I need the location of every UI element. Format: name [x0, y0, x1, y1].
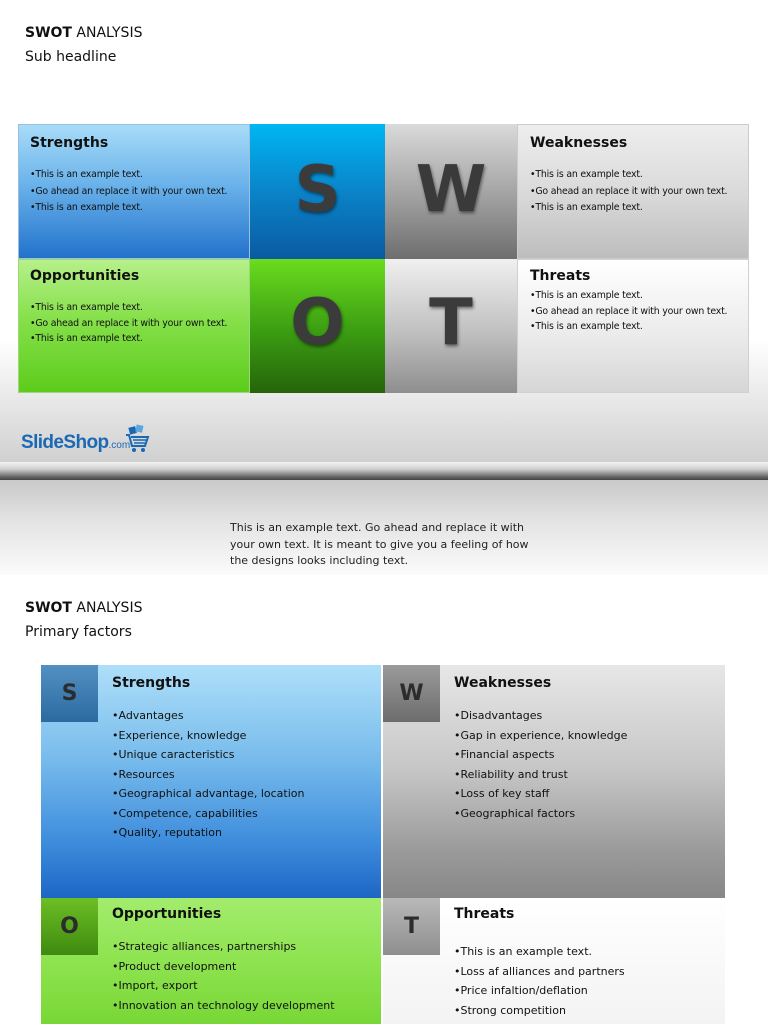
opportunities-panel	[41, 898, 383, 1024]
list-item: •Competence, capabilities	[112, 806, 258, 820]
logo-wordmark: SlideShop	[21, 432, 109, 453]
list-item: •Loss af alliances and partners	[454, 964, 625, 978]
list-item: •Go ahead an replace it with your own text.	[530, 305, 728, 317]
list-item: •Product development	[112, 959, 237, 973]
strengths-list	[112, 706, 305, 843]
swot-grid	[18, 124, 749, 393]
list-item: •Loss of key staff	[454, 787, 550, 800]
list-item: •Strategic alliances, partnerships	[112, 940, 297, 953]
list-item: •This is an example text.	[30, 302, 143, 313]
list-item: •This is an example text.	[30, 202, 143, 214]
list-item: •This is an example text.	[454, 945, 593, 958]
shopping-cart-icon	[124, 424, 150, 454]
list-item: •This is an example text.	[530, 202, 643, 214]
letter-badge-s: S	[41, 665, 98, 722]
separator-body	[0, 480, 768, 575]
threats-title: Threats	[530, 268, 591, 284]
example-text: This is an example text. Go ahead and replace it with your own text. It is meant to give you a feeling of how the designs looks including text.	[230, 521, 529, 567]
list-item: •Reliability and trust	[454, 767, 568, 781]
list-item: •This is an example text.	[530, 290, 643, 301]
logo-suffix: .com	[108, 440, 131, 451]
slide-title: SWOT ANALYSIS	[25, 25, 143, 41]
threats-title: Threats	[454, 906, 515, 922]
list-item: •Go ahead an replace it with your own text.	[530, 185, 728, 197]
opportunities-quadrant	[18, 259, 250, 393]
list-item: •This is an example text.	[530, 321, 643, 332]
weaknesses-title: Weaknesses	[530, 135, 628, 151]
strengths-panel	[41, 665, 383, 898]
list-item: •Geographical factors	[454, 806, 576, 820]
list-item: •Go ahead an replace it with your own text.	[30, 317, 228, 329]
weaknesses-panel	[383, 665, 725, 898]
threats-list	[454, 942, 625, 1020]
weaknesses-list	[530, 167, 727, 217]
letter-tile-t	[385, 259, 517, 393]
list-item: •Geographical advantage, location	[112, 787, 305, 800]
list-item: •Gap in experience, knowledge	[454, 728, 628, 742]
strengths-title: Strengths	[112, 675, 191, 691]
strengths-quadrant	[18, 124, 250, 259]
opportunities-title: Opportunities	[112, 906, 222, 922]
list-item: •This is an example text.	[530, 169, 643, 180]
letter-badge-o: O	[41, 898, 98, 955]
list-item: •Price infaltion/deflation	[454, 984, 588, 997]
weaknesses-quadrant	[517, 124, 749, 259]
list-item: •Financial aspects	[454, 748, 555, 761]
letter-o: O	[290, 286, 345, 360]
slide-2	[0, 575, 768, 1024]
list-item: •Unique caracteristics	[112, 748, 235, 761]
weaknesses-title: Weaknesses	[454, 675, 552, 691]
list-item: •Go ahead an replace it with your own text.	[30, 185, 228, 197]
list-item: •Strong competition	[454, 1003, 566, 1017]
opportunities-list	[30, 300, 228, 347]
swot-factors-grid	[41, 665, 725, 1024]
list-item: •Import, export	[112, 979, 198, 992]
separator-line	[0, 462, 768, 480]
letter-tile-w	[385, 124, 517, 259]
list-item: •This is an example text.	[30, 333, 143, 345]
threats-list	[530, 288, 730, 335]
letter-t: T	[429, 286, 473, 360]
list-item: •Experience, knowledge	[112, 728, 247, 742]
letter-badge-w: W	[383, 665, 440, 722]
letter-s: S	[294, 153, 341, 227]
list-item: •Innovation an technology development	[112, 998, 335, 1012]
separator-band	[0, 462, 768, 575]
opportunities-title: Opportunities	[30, 268, 140, 284]
letter-w: W	[415, 153, 487, 227]
letter-tile-o	[250, 259, 385, 393]
list-item: •Quality, reputation	[112, 826, 222, 839]
letter-badge-t: T	[383, 898, 440, 955]
slide-title: SWOT ANALYSIS	[25, 600, 143, 616]
threats-panel	[383, 898, 725, 1024]
slideshop-logo	[21, 432, 130, 460]
list-item: •Advantages	[112, 709, 184, 722]
slide-subtitle: Primary factors	[25, 624, 132, 640]
letter-tile-s	[250, 124, 385, 259]
weaknesses-list	[454, 706, 627, 823]
list-item: •Disadvantages	[454, 709, 543, 722]
strengths-list	[30, 167, 227, 217]
list-item: •This is an example text.	[30, 169, 143, 180]
list-item: •Resources	[112, 767, 175, 781]
opportunities-list	[112, 937, 335, 1015]
threats-quadrant	[517, 259, 749, 393]
slide-subtitle: Sub headline	[25, 49, 117, 65]
strengths-title: Strengths	[30, 135, 109, 151]
